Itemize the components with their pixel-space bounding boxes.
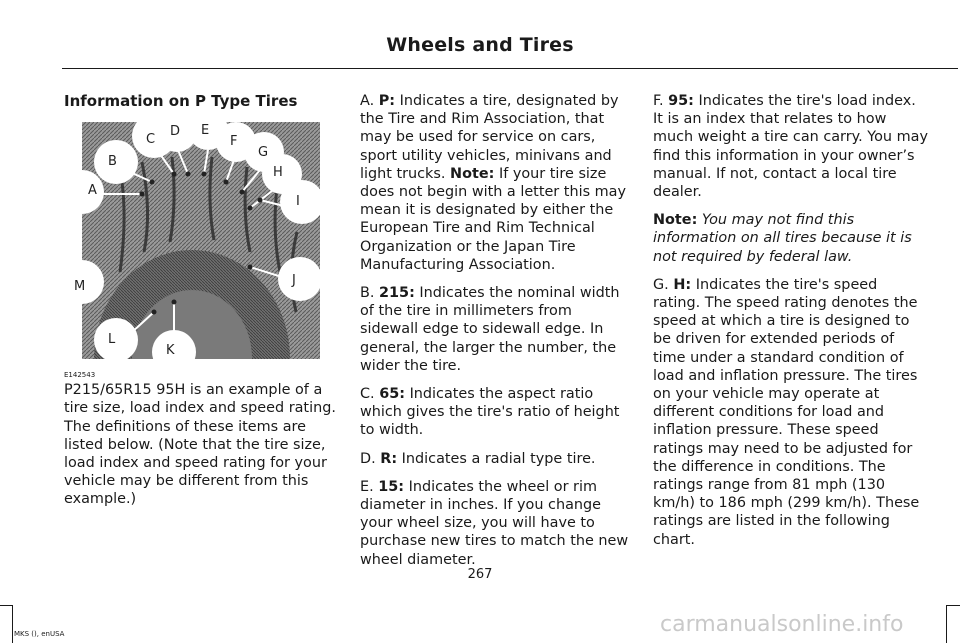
tire-sidewall-illustration [82, 122, 320, 359]
item-d-key: R: [380, 450, 398, 467]
figure-letter-g: G [258, 145, 269, 161]
item-g-key: H: [673, 276, 692, 293]
item-b [360, 284, 632, 375]
figure-letter-d: D [170, 124, 181, 140]
item-e [360, 478, 632, 569]
watermark: carmanualsonline.info [660, 612, 904, 637]
item-a-note-text: If your tire size does not begin with a letter this may mean it is designated by either the European Tire and Rim Technical Organization or the Japan Tire Manufacturing Association. [360, 165, 626, 273]
item-d-prefix: D. [360, 450, 376, 467]
item-e-key: 15: [378, 478, 405, 495]
figure-letter-f: F [230, 134, 238, 150]
tire-sidewall-figure [64, 122, 320, 380]
item-g-prefix: G. [653, 276, 669, 293]
section-heading: Information on P Type Tires [64, 92, 298, 110]
column-right [653, 92, 928, 559]
figure-letter-j: J [292, 273, 296, 289]
figure-letter-a: A [88, 183, 97, 199]
crop-mark-left-h [0, 605, 13, 606]
item-a-key: P: [378, 93, 396, 109]
item-e-text: Indicates the wheel or rim diameter in inches. If you change your wheel size, you will have to purchase new tires to match the new wheel diameter. [360, 478, 629, 568]
item-c-prefix: C. [360, 386, 375, 403]
page-number: 267 [467, 567, 493, 582]
figure-letter-b: B [108, 154, 117, 170]
item-b-prefix: B. [360, 285, 375, 302]
header-rule [62, 68, 958, 69]
item-a [360, 92, 632, 274]
item-a-text: Indicates a tire, designated by the Tire and Rim Association, that may be used for service on cars, sport utility vehicles, minivans and light trucks. [360, 93, 619, 182]
item-b-key: 215: [379, 285, 415, 302]
figure-letter-e: E [201, 123, 210, 139]
item-g-text: Indicates the tire's speed rating. The speed rating denotes the speed at which a tire is designed to be driven for extended periods of time under a standard condition of load and inflation pressure. The tires on your vehicle may operate at different conditions for load and inflation pressure. These speed ratings may need to be adjusted for the difference in conditions. The ratings range from 81 mph (130 km/h) to 186 mph (299 km/h). These ratings are listed in the following chart. [653, 276, 920, 548]
item-g [653, 276, 928, 549]
item-c-text: Indicates the aspect ratio which gives the tire's ratio of height to width. [360, 386, 620, 439]
footer-model-code: MKS (), enUSA [14, 630, 65, 638]
item-a-note-key: Note: [450, 165, 495, 182]
figure-letter-i: I [296, 194, 300, 210]
item-b-text: Indicates the nominal width of the tire in millimeters from sidewall edge to sidewall edge. In general, the larger the number, the wider the tire. [360, 285, 620, 374]
crop-mark-left [12, 605, 13, 643]
item-d-text: Indicates a radial type tire. [401, 450, 596, 467]
figure-letter-c: C [146, 132, 156, 148]
item-e-prefix: E. [360, 478, 374, 495]
example-paragraph: P215/65R15 95H is an example of a tire size, load index and speed rating. The definitions of these items are listed below. (Note that the tire size, load index and speed rating for your vehicle may be different from this example.) [64, 382, 336, 508]
note-key: Note: [653, 212, 698, 229]
item-f [653, 92, 928, 201]
crop-mark-right-h [946, 605, 960, 606]
figure-letter-k: K [166, 343, 175, 359]
item-c [360, 385, 632, 440]
item-a-prefix: A. [360, 93, 375, 109]
page-header-title: Wheels and Tires [386, 34, 574, 56]
item-f-key: 95: [668, 93, 694, 109]
crop-mark-right [946, 605, 947, 643]
column-left [64, 92, 336, 519]
item-d [360, 450, 632, 468]
figure-letter-l: L [108, 332, 116, 348]
figure-id: E142543 [64, 371, 96, 380]
note-text: You may not find this information on all tires because it is not required by federal law. [653, 212, 912, 265]
item-f-text: Indicates the tire's load index. It is an index that relates to how much weight a tire can carry. You may find this information in your owner’s manual. If not, contact a local tire dealer. [653, 93, 928, 201]
column-middle [360, 92, 632, 579]
figure-letter-h: H [273, 165, 283, 181]
federal-law-note [653, 211, 928, 266]
item-c-key: 65: [379, 386, 405, 403]
item-f-prefix: F. [653, 93, 664, 109]
figure-letter-m: M [74, 279, 86, 295]
